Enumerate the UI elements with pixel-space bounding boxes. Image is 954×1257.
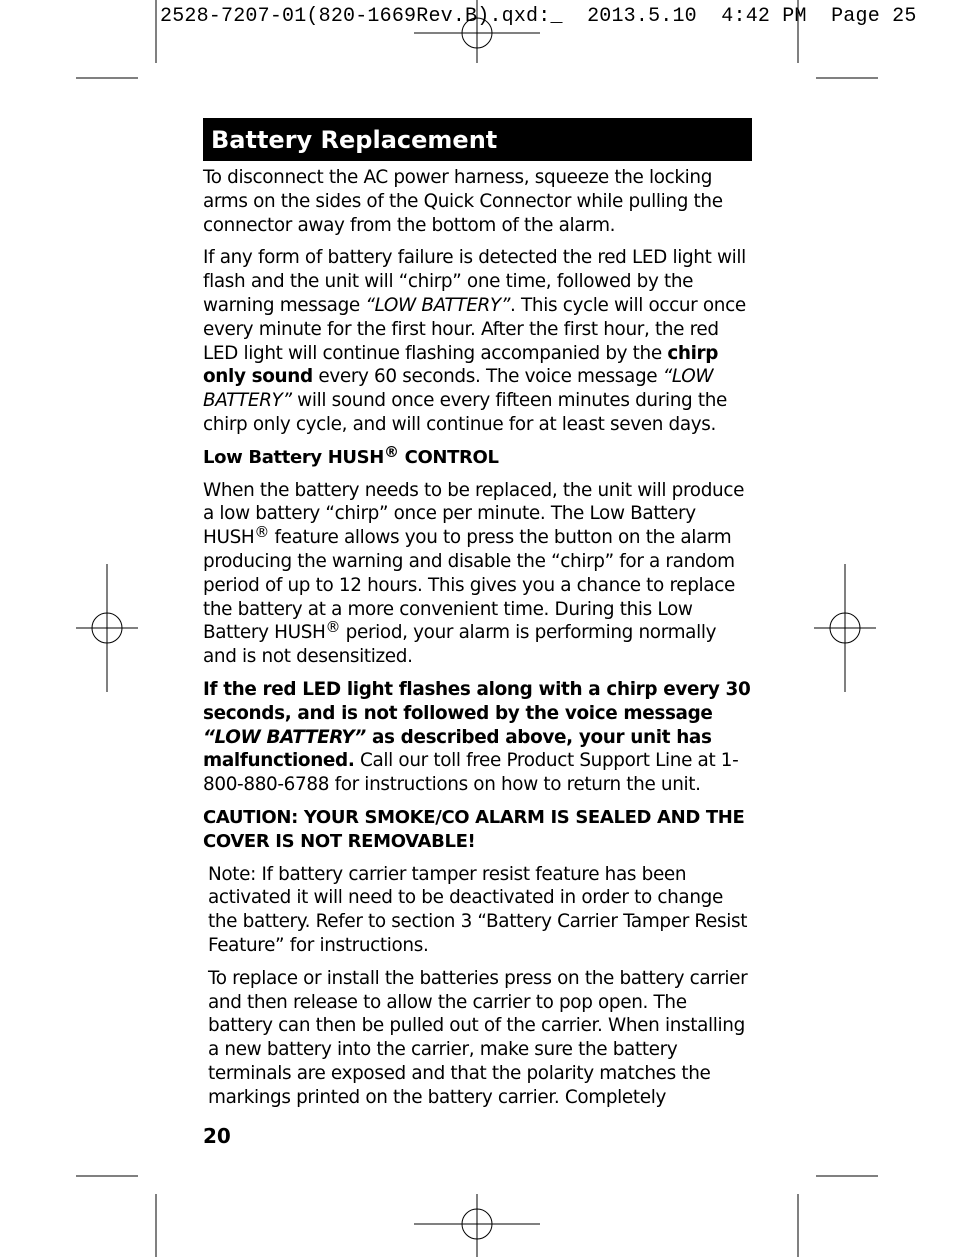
text-run: CONTROL [398,446,499,468]
text-run: feature allows you to press the button on the alarm producing the warning and disable the “chirp” for a random period of up to 12 hours. This gives you a chance to replace the battery at a more convenient time. During this Low Battery HUSH [203,527,735,644]
text-run: When the battery needs to be replaced, the unit will produce a low battery “chirp” once per minute. The Low Battery HUSH [203,479,745,549]
emphasis-low-battery: “LOW BATTERY” [365,294,511,316]
print-slug-line: 2528-7207-01(820-1669Rev.B).qxd:_ 2013.5.10 4:42 PM Page 25 [160,5,917,28]
text-run: every 60 seconds. The voice message [312,366,663,388]
paragraph-battery-failure [203,246,752,436]
text-run: . This cycle will occur once every minute for the first hour. After the first hour, the red LED light will continue flashing accompanied by the [203,294,746,364]
text-run-bold: If the red LED light flashes along with a chirp every 30 seconds, and is not followed by the voice message [203,678,751,724]
registered-mark: ® [325,618,341,637]
subheading-low-battery-hush [203,442,752,470]
paragraph-disconnect-ac: To disconnect the AC power harness, squeeze the locking arms on the sides of the Quick Connector while pulling the connector away from the bottom of the alarm. [203,167,723,236]
text-run: Low Battery HUSH [203,446,385,468]
page-content [203,118,752,1118]
text-run: Call our toll free Product Support Line at 1-800-880-6788 for instructions on how to return the unit. [203,750,739,796]
paragraph-malfunction [203,678,752,797]
text-run: will sound once every fifteen minutes during the chirp only cycle, and will continue for at least seven days. [203,390,727,435]
caution-notice: CAUTION: YOUR SMOKE/CO ALARM IS SEALED AND THE COVER IS NOT REMOVABLE! [203,806,745,852]
text-run: If any form of battery failure is detected the red LED light will flash and the unit will “chirp” one time, followed by the warning message [203,247,746,316]
emphasis-low-battery: “LOW BATTERY” [203,366,714,412]
page-number: 20 [203,1124,231,1148]
section-title-bar [203,118,752,161]
text-run-bold: as described above, your unit has malfunctioned. [203,726,712,772]
paragraph-replace-battery: To replace or install the batteries press on the battery carrier and then release to allow the carrier to pop open. The battery can then be pulled out of the carrier. When installing a new battery into the carrier, make sure the battery terminals are exposed and that the polarity matches the markings printed on the battery carrier. Completely [208,967,748,1108]
emphasis-low-battery: “LOW BATTERY” [203,726,366,748]
registered-mark: ® [254,523,270,542]
text-run: period, your alarm is performing normally and is not desensitized. [203,622,717,668]
registered-mark: ® [384,442,399,461]
section-title: Battery Replacement [211,125,498,154]
paragraph-hush-feature [203,479,752,669]
emphasis-chirp-only: chirp only sound [203,342,719,388]
paragraph-tamper-note: Note: If battery carrier tamper resist feature has been activated it will need to be deactivated in order to change the battery. Refer to section 3 “Battery Carrier Tamper Resist Feature” for instructions. [208,863,748,956]
